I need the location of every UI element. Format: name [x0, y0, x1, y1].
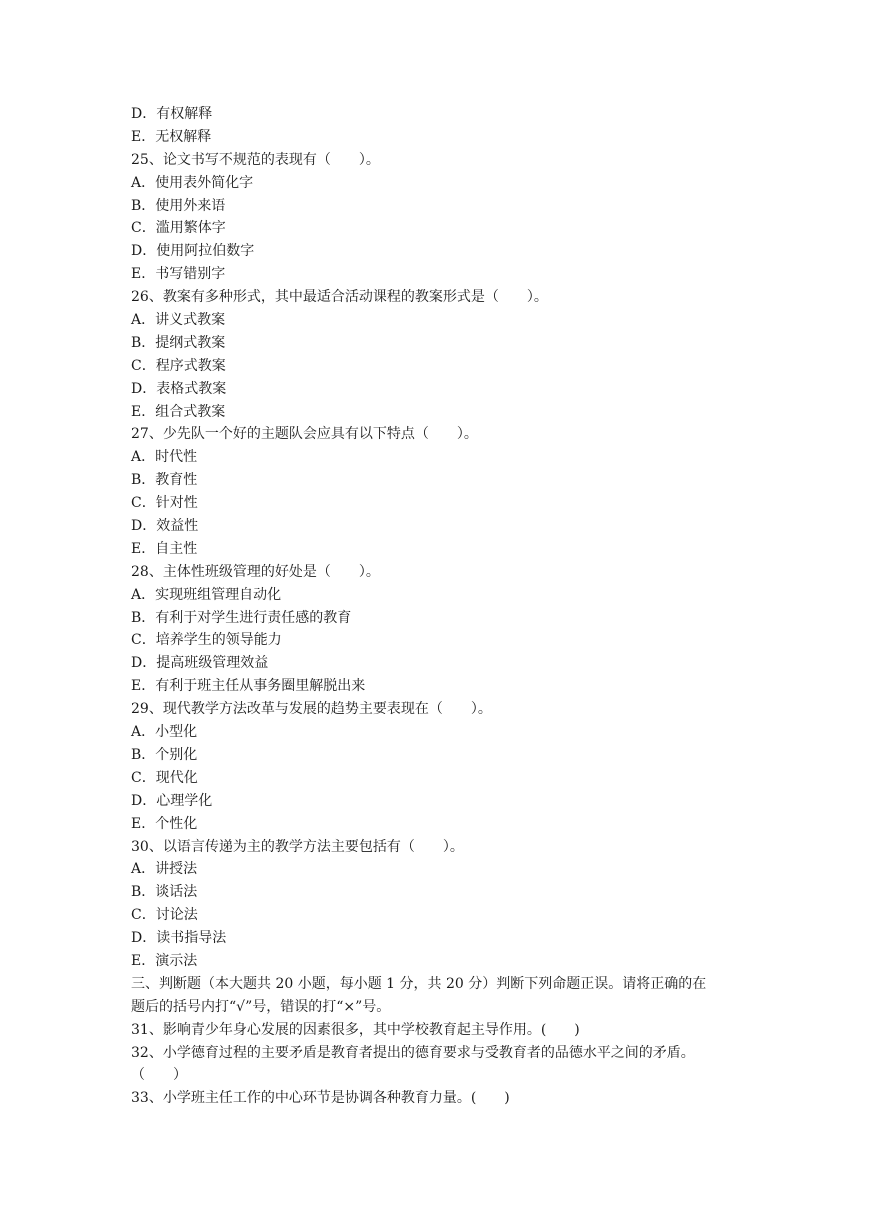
option-d: D．使用阿拉伯数字 [131, 243, 255, 260]
option-a: A．实现班组管理自动化 [131, 586, 282, 603]
option-e: E．无权解释 [131, 128, 212, 145]
option-e: E．自主性 [131, 540, 198, 557]
option-d: D．有权解释 [131, 106, 213, 122]
option-b: B．使用外来语 [131, 197, 226, 214]
question-25: 25、论文书写不规范的表现有（ ）。 [131, 151, 380, 168]
option-e: E．个性化 [131, 815, 198, 832]
option-b: B．提纲式教案 [131, 334, 226, 351]
option-e: E．演示法 [131, 952, 198, 969]
question-29: 29、现代教学方法改革与发展的趋势主要表现在（ ）。 [131, 701, 492, 718]
option-e: E．组合式教案 [131, 403, 226, 420]
option-d: D．心理学化 [131, 792, 213, 809]
question-32-bracket: （ ） [131, 1067, 187, 1084]
option-b: B．教育性 [131, 472, 198, 489]
option-b: B．个别化 [131, 746, 198, 763]
option-c: C．现代化 [131, 769, 198, 786]
option-a: A．时代性 [131, 449, 198, 466]
option-b: B．有利于对学生进行责任感的教育 [131, 609, 352, 626]
option-c: C．滥用繁体字 [131, 220, 226, 237]
option-c: C．培养学生的领导能力 [131, 632, 282, 649]
option-d: D．表格式教案 [131, 380, 227, 397]
question-30: 30、以语言传递为主的教学方法主要包括有（ ）。 [131, 838, 464, 855]
option-d: D．提高班级管理效益 [131, 655, 269, 672]
option-e: E．书写错别字 [131, 266, 226, 283]
document-body [131, 103, 751, 1110]
question-28: 28、主体性班级管理的好处是（ ）。 [131, 563, 380, 580]
option-d: D．效益性 [131, 518, 199, 535]
option-c: C．讨论法 [131, 907, 198, 924]
question-32: 32、小学德育过程的主要矛盾是教育者提出的德育要求与受教育者的品德水平之间的矛盾。 [131, 1044, 695, 1061]
question-26: 26、教案有多种形式，其中最适合活动课程的教案形式是（ ）。 [131, 289, 548, 306]
option-b: B．谈话法 [131, 884, 198, 901]
section-instructions: 题后的括号内打“√”号，错误的打“×”号。 [131, 998, 391, 1015]
question-27: 27、少先队一个好的主题队会应具有以下特点（ ）。 [131, 426, 478, 443]
question-33: 33、小学班主任工作的中心环节是协调各种教育力量。( ) [131, 1090, 510, 1107]
option-a: A．讲授法 [131, 861, 198, 878]
option-c: C．程序式教案 [131, 357, 226, 374]
option-a: A．小型化 [131, 724, 198, 741]
option-a: A．使用表外简化字 [131, 174, 254, 191]
option-e: E．有利于班主任从事务圈里解脱出来 [131, 678, 366, 695]
option-c: C．针对性 [131, 495, 198, 512]
option-d: D．读书指导法 [131, 930, 227, 947]
option-a: A．讲义式教案 [131, 312, 226, 329]
question-31: 31、影响青少年身心发展的因素很多，其中学校教育起主导作用。( ) [131, 1021, 580, 1038]
section-heading-true-false: 三、判断题（本大题共 20 小题，每小题 1 分，共 20 分）判断下列命题正误。请将正确的在 [131, 975, 707, 992]
